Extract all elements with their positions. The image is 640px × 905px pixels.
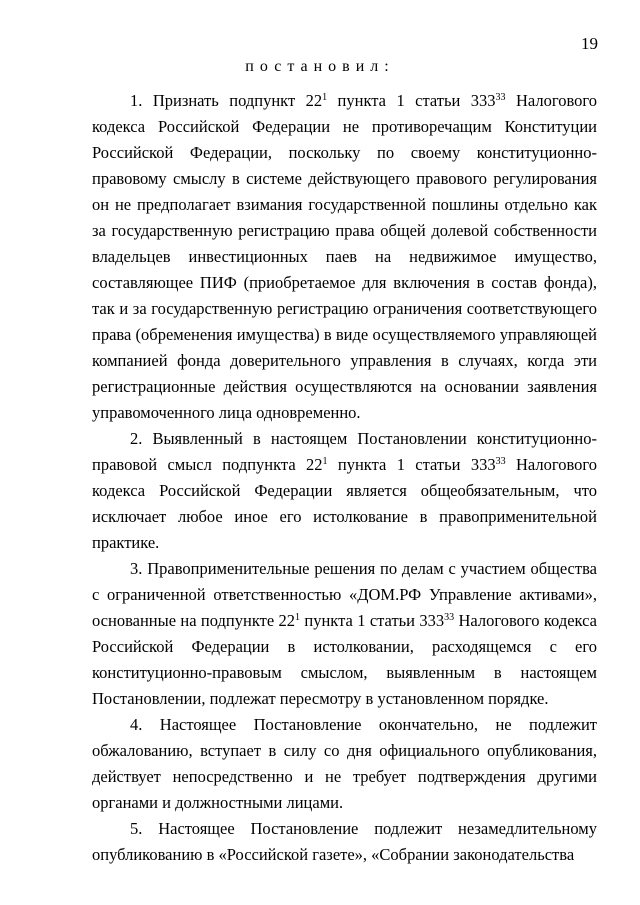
paragraph-2: 2. Выявленный в настоящем Постановлении конституционно-правовой смысл подпункта $22^1$ пункта 1 статьи $333^{33}$ Налогового кодекса Российской Федерации является общеобязательным, что исключает любое иное его истолкование в правоприменительной практике.: [92, 429, 597, 552]
page-number: 19: [581, 34, 598, 53]
paragraph-5: 5. Настоящее Постановление подлежит незамедлительному опубликованию в «Российской газете», «Собрании законодательства: [92, 819, 597, 864]
resolution-body: [92, 88, 597, 868]
paragraph-3: 3. Правоприменительные решения по делам с участием общества с ограниченной ответственностью «ДОМ.РФ Управление активами», основанные на подпункте $22^1$ пункта 1 статьи $333^{33}$ Налогового кодекса Российской Федерации в истолковании, расходящемся с его конституционно-правовым смыслом, выявленным в настоящем Постановлении, подлежат пересмотру в установленном порядке.: [92, 559, 597, 708]
paragraph-4: 4. Настоящее Постановление окончательно, не подлежит обжалованию, вступает в силу со дня официального опубликования, действует непосредственно и не требует подтверждения другими органами и должностными лицами.: [92, 715, 597, 812]
resolution-heading: постановил:: [245, 58, 395, 75]
paragraph-1: 1. Признать подпункт $22^1$ пункта 1 статьи $333^{33}$ Налогового кодекса Российской Федерации не противоречащим Конституции Российской Федерации, поскольку по своему конституционно-правовому смыслу в системе действующего правового регулирования он не предполагает взимания государственной пошлины отдельно как за государственную регистрацию права общей долевой собственности владельцев инвестиционных паев на недвижимое имущество, составляющее ПИФ (приобретаемое для включения в состав фонда), так и за государственную регистрацию ограничения соответствующего права (обременения имущества) в виде осуществляемого управляющей компанией фонда доверительного управления в случаях, когда эти регистрационные действия осуществляются на основании заявления управомоченного лица одновременно.: [92, 91, 597, 422]
